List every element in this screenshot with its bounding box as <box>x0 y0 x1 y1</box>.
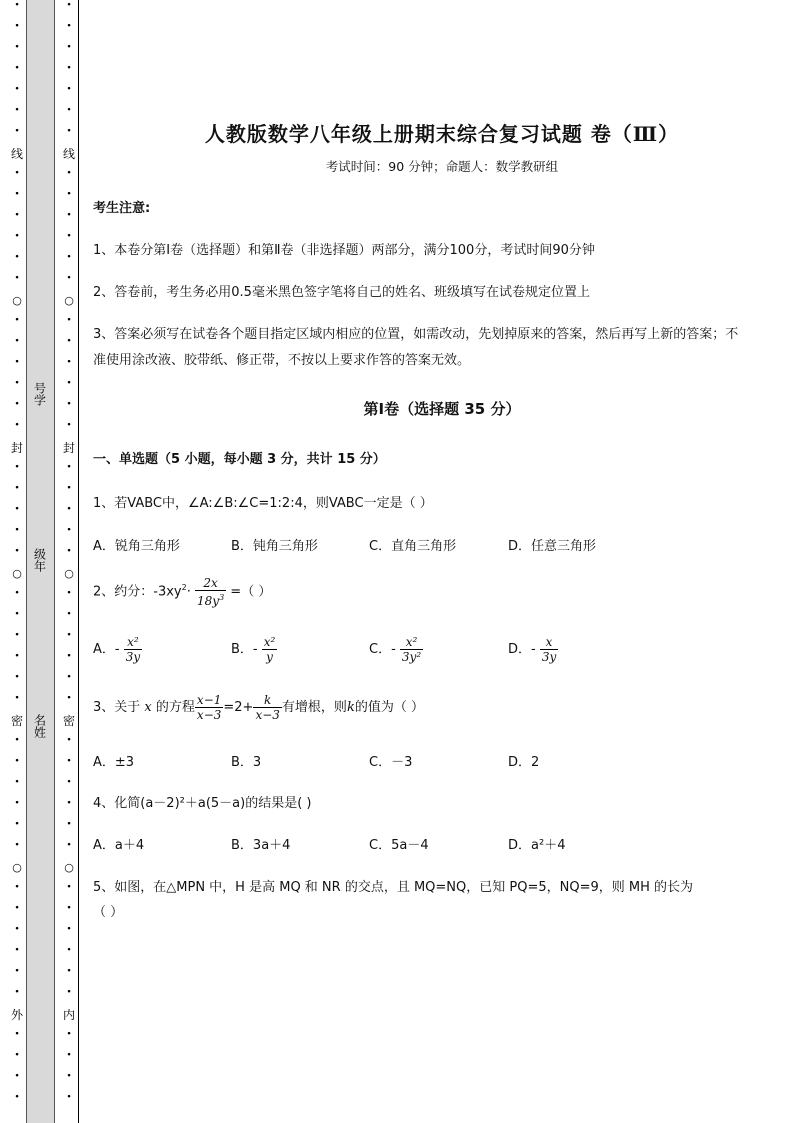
q1-option-b: B．钝角三角形 <box>231 539 318 554</box>
inner-dot: · <box>66 102 72 118</box>
q2-frac-num: 2x <box>195 576 226 591</box>
outer-dot: · <box>14 333 20 349</box>
inner-dot: · <box>66 81 72 97</box>
inner-dot: · <box>66 543 72 559</box>
inner-dot: · <box>66 375 72 391</box>
inner-dot: · <box>66 39 72 55</box>
inner-dot: · <box>66 228 72 244</box>
outer-dot: · <box>14 186 20 202</box>
q4-option-b: B．3a＋4 <box>231 838 291 853</box>
notice-heading: 考生注意: <box>93 201 151 216</box>
inner-dot: · <box>66 312 72 328</box>
inner-dot: · <box>66 1089 72 1105</box>
inner-dot: · <box>66 270 72 286</box>
inner-mark-7: 内 <box>62 1008 75 1022</box>
inner-dot: · <box>66 123 72 139</box>
notice-item-1: 1、本卷分第Ⅰ卷（选择题）和第Ⅱ卷（非选择题）两部分，满分100分，考试时间90分钟 <box>93 243 595 258</box>
outer-dot: · <box>14 0 20 13</box>
section-title: 第Ⅰ卷（选择题 35 分） <box>363 400 521 418</box>
outer-mark-5: 密 <box>10 714 23 728</box>
inner-dot: · <box>66 459 72 475</box>
inner-dot: · <box>66 942 72 958</box>
outer-dot: · <box>14 942 20 958</box>
inner-dot: · <box>66 984 72 1000</box>
outer-dot: · <box>14 60 20 76</box>
q2-option-a: A．- $\frac{\text{x²}}{3y}$ <box>93 635 141 664</box>
inner-mark-4: ○ <box>64 567 74 580</box>
outer-dot: · <box>14 522 20 538</box>
outer-dot: · <box>14 396 20 412</box>
field-label-name: 名姓 <box>32 714 47 738</box>
inner-dot: · <box>66 627 72 643</box>
inner-mark-6: ○ <box>64 861 74 874</box>
inner-mark-3: 封 <box>62 441 75 455</box>
outer-dot: · <box>14 627 20 643</box>
outer-dot: · <box>14 669 20 685</box>
inner-dot: · <box>66 900 72 916</box>
outer-dot: · <box>14 795 20 811</box>
inner-mark-2: ○ <box>64 294 74 307</box>
notice-item-2: 2、答卷前，考生务必用0.5毫米黑色签字笔将自己的姓名、班级填写在试卷规定位置上 <box>93 285 590 300</box>
question-5-stem-line2: （ ） <box>93 905 124 920</box>
outer-dot: · <box>14 543 20 559</box>
inner-mark-1: 线 <box>62 147 75 161</box>
outer-mark-3: 封 <box>10 441 23 455</box>
outer-dot: · <box>14 270 20 286</box>
inner-dot: · <box>66 774 72 790</box>
outer-dot: · <box>14 102 20 118</box>
outer-dot: · <box>14 1089 20 1105</box>
outer-dot: · <box>14 123 20 139</box>
q2-option-c: C．- $\frac{\text{x²}}{\text{3y²}}$ <box>369 635 422 664</box>
inner-dot: · <box>66 333 72 349</box>
q3-option-c: C．－3 <box>369 755 413 770</box>
outer-dot: · <box>14 1068 20 1084</box>
q2-option-b: B．- $\frac{\text{x²}}{y}$ <box>231 635 276 664</box>
inner-dot: · <box>66 837 72 853</box>
outer-dot: · <box>14 753 20 769</box>
outer-dot: · <box>14 984 20 1000</box>
outer-dot: · <box>14 18 20 34</box>
q2-frac-den: $18y^3$ <box>197 593 225 608</box>
inner-dot: · <box>66 816 72 832</box>
outer-mark-6: ○ <box>12 861 22 874</box>
inner-dot: · <box>66 669 72 685</box>
q1-option-d: D．任意三角形 <box>508 539 597 554</box>
inner-dot: · <box>66 648 72 664</box>
q2-exp: 2 <box>181 583 187 593</box>
outer-mark-7: 外 <box>10 1008 23 1022</box>
inner-dot: · <box>66 732 72 748</box>
inner-dot: · <box>66 753 72 769</box>
outer-dot: · <box>14 837 20 853</box>
outer-dot: · <box>14 648 20 664</box>
q3-fraction-2: $\frac{k}{x-3}$ <box>255 693 280 722</box>
outer-dot: · <box>14 354 20 370</box>
q2-option-d: D．- $\frac{x}{3y}$ <box>508 635 557 664</box>
inner-dot: · <box>66 879 72 895</box>
question-4-stem: 4、化简(a－2)²＋a(5－a)的结果是( ) <box>93 796 312 811</box>
inner-dot: · <box>66 522 72 538</box>
exam-subtitle: 考试时间：90 分钟；命题人：数学教研组 <box>325 159 559 174</box>
outer-dot: · <box>14 228 20 244</box>
inner-dot: · <box>66 963 72 979</box>
field-label-grade: 级年 <box>32 548 47 572</box>
inner-dot: · <box>66 186 72 202</box>
inner-dot: · <box>66 585 72 601</box>
inner-dot: · <box>66 501 72 517</box>
q2-fraction <box>195 576 226 608</box>
outer-mark-1: 线 <box>10 147 23 161</box>
outer-dot: · <box>14 963 20 979</box>
inner-dot: · <box>66 690 72 706</box>
inner-dot: · <box>66 207 72 223</box>
q4-option-d: D．a²＋4 <box>508 838 566 853</box>
inner-dot: · <box>66 396 72 412</box>
outer-dot: · <box>14 480 20 496</box>
q4-option-a: A．a＋4 <box>93 838 145 853</box>
q2-dot: · <box>186 584 191 600</box>
outer-dot: · <box>14 375 20 391</box>
outer-dot: · <box>14 249 20 265</box>
q3-option-d: D．2 <box>508 755 540 770</box>
outer-dot: · <box>14 417 20 433</box>
inner-dot: · <box>66 417 72 433</box>
outer-dot: · <box>14 207 20 223</box>
outer-dot: · <box>14 585 20 601</box>
question-2-stem <box>93 576 271 608</box>
notice-item-3: 3、答案必须写在试卷各个题目指定区域内相应的位置，如需改动，先划掉原来的答案，然后再写上新的答案；不准使用涂改液、胶带纸、修正带，不按以上要求作答的答案无效。 <box>93 327 739 368</box>
inner-dot: · <box>66 165 72 181</box>
inner-mark-5: 密 <box>62 714 75 728</box>
inner-dot: · <box>66 354 72 370</box>
outer-dot: · <box>14 312 20 328</box>
outer-dot: · <box>14 81 20 97</box>
outer-dot: · <box>14 921 20 937</box>
outer-dot: · <box>14 774 20 790</box>
inner-dot: · <box>66 60 72 76</box>
q4-option-c: C．5a－4 <box>369 838 429 853</box>
outer-dot: · <box>14 39 20 55</box>
outer-dot: · <box>14 165 20 181</box>
outer-dot: · <box>14 900 20 916</box>
inner-dot: · <box>66 1026 72 1042</box>
q3-option-b: B．3 <box>231 755 262 770</box>
inner-dot: · <box>66 18 72 34</box>
outer-dot: · <box>14 732 20 748</box>
outer-dot: · <box>14 459 20 475</box>
binding-rule <box>78 0 79 1123</box>
q1-option-c: C．直角三角形 <box>369 539 457 554</box>
inner-dot: · <box>66 0 72 13</box>
outer-dot: · <box>14 1026 20 1042</box>
outer-dot: · <box>14 1047 20 1063</box>
part-title: 一、单选题（5 小题，每小题 3 分，共计 15 分） <box>93 452 386 467</box>
q2-prefix: 2、约分：-3xy <box>93 584 182 600</box>
inner-dot: · <box>66 606 72 622</box>
outer-dot: · <box>14 606 20 622</box>
inner-dot: · <box>66 480 72 496</box>
q1-option-a: A．锐角三角形 <box>93 539 180 554</box>
inner-dot: · <box>66 1068 72 1084</box>
inner-dot: · <box>66 249 72 265</box>
outer-dot: · <box>14 501 20 517</box>
question-1-stem: 1、若VABC中，∠A:∠B:∠C=1:2:4，则VABC一定是（ ） <box>93 496 433 511</box>
outer-dot: · <box>14 879 20 895</box>
question-5-stem-line1: 5、如图，在△MPN 中，H 是高 MQ 和 NR 的交点，且 MQ=NQ，已知 PQ=5，NQ=9，则 MH 的长为 <box>93 880 693 895</box>
question-3-stem: 3、关于 x 的方程 $\frac{x-1}{x-3}$ =2+ $\frac{k}{x-3}$ 有增根，则k的值为（ ） <box>93 693 424 722</box>
field-label-student-number: 号学 <box>32 382 47 406</box>
exam-title: 人教版数学八年级上册期末综合复习试题 卷（Ⅲ） <box>204 122 680 146</box>
q3-option-a: A．±3 <box>93 755 135 770</box>
outer-dot: · <box>14 690 20 706</box>
outer-dot: · <box>14 816 20 832</box>
inner-dot: · <box>66 795 72 811</box>
q2-suffix: =（ ） <box>230 584 272 600</box>
inner-dot: · <box>66 1047 72 1063</box>
outer-mark-4: ○ <box>12 567 22 580</box>
outer-mark-2: ○ <box>12 294 22 307</box>
q3-fraction-1: $\frac{x-1}{x-3}$ <box>196 693 222 722</box>
inner-dot: · <box>66 921 72 937</box>
